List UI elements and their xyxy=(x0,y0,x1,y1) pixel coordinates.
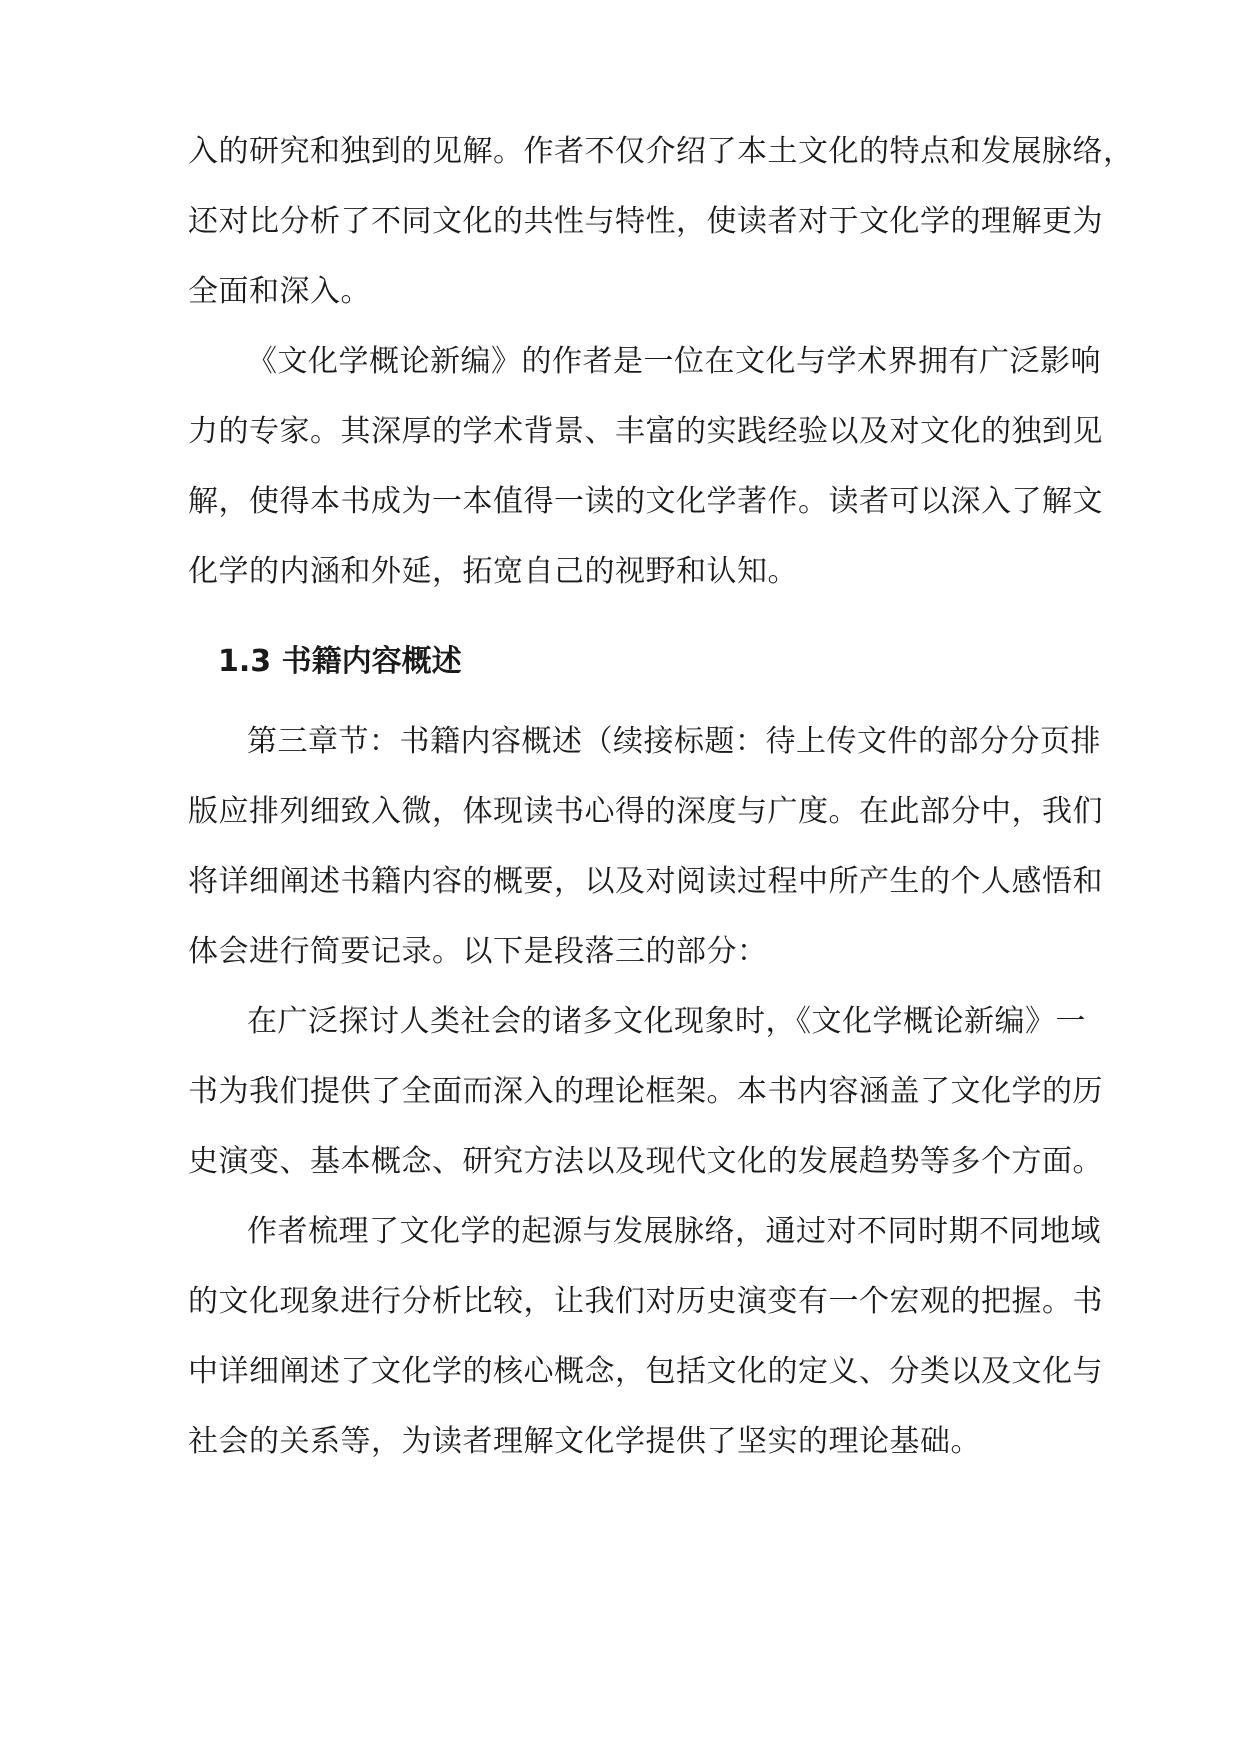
section-heading: 1.3 书籍内容概述 xyxy=(218,644,462,679)
paragraph-line: 史演变、基本概念、研究方法以及现代文化的发展趋势等多个方面。 xyxy=(188,1144,1103,1179)
paragraph-line: 全面和深入。 xyxy=(188,274,371,309)
paragraph-line: 在广泛探讨人类社会的诸多文化现象时，《文化学概论新编》一 xyxy=(247,1004,1086,1039)
paragraph-line: 体会进行简要记录。以下是段落三的部分： xyxy=(188,934,768,969)
paragraph-line: 第三章节：书籍内容概述（续接标题：待上传文件的部分分页排 xyxy=(247,724,1101,759)
paragraph-line: 《文化学概论新编》的作者是一位在文化与学术界拥有广泛影响 xyxy=(247,344,1101,379)
paragraph-line: 书为我们提供了全面而深入的理论框架。本书内容涵盖了文化学的历 xyxy=(188,1074,1103,1109)
paragraph-line: 化学的内涵和外延，拓宽自己的视野和认知。 xyxy=(188,554,798,589)
paragraph-line: 解，使得本书成为一本值得一读的文化学著作。读者可以深入了解文 xyxy=(188,484,1103,519)
paragraph-line: 的文化现象进行分析比较，让我们对历史演变有一个宏观的把握。书 xyxy=(188,1284,1103,1319)
paragraph-line: 中详细阐述了文化学的核心概念，包括文化的定义、分类以及文化与 xyxy=(188,1354,1103,1389)
paragraph-line: 力的专家。其深厚的学术背景、丰富的实践经验以及对文化的独到见 xyxy=(188,414,1103,449)
paragraph-line: 将详细阐述书籍内容的概要，以及对阅读过程中所产生的个人感悟和 xyxy=(188,864,1103,899)
paragraph-line: 作者梳理了文化学的起源与发展脉络，通过对不同时期不同地域 xyxy=(247,1214,1101,1249)
paragraph-line: 版应排列细致入微，体现读书心得的深度与广度。在此部分中，我们 xyxy=(188,794,1103,829)
paragraph-line: 入的研究和独到的见解。作者不仅介绍了本土文化的特点和发展脉络， xyxy=(188,134,1134,169)
paragraph-line: 还对比分析了不同文化的共性与特性，使读者对于文化学的理解更为 xyxy=(188,204,1103,239)
paragraph-line: 社会的关系等，为读者理解文化学提供了坚实的理论基础。 xyxy=(188,1424,981,1459)
